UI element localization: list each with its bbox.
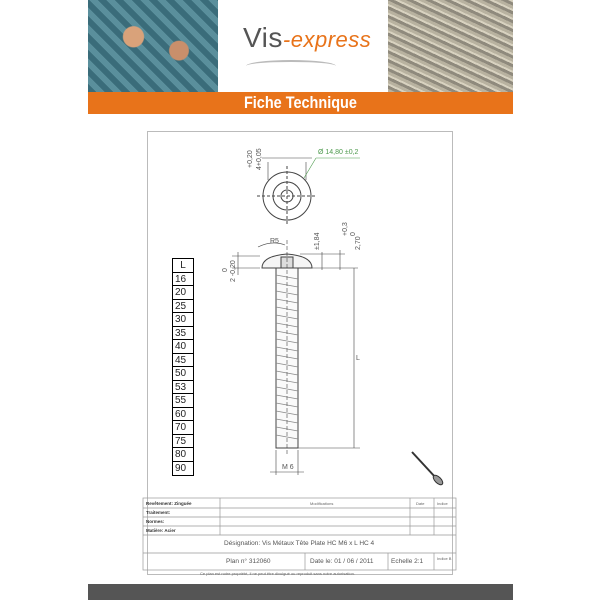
length-row: 70 (173, 421, 193, 435)
dim-plus: +0,3 (342, 222, 349, 236)
length-row: 75 (173, 435, 193, 449)
length-row: 40 (173, 340, 193, 354)
dim-length: L (356, 355, 360, 362)
plan-date: Date le: 01 / 06 / 2011 (310, 558, 374, 565)
length-row: 20 (173, 286, 193, 300)
designation: Désignation: Vis Métaux Tête Plate HC M6 x L HC 4 (224, 540, 375, 547)
dim-thread: M 6 (282, 464, 294, 471)
date-header: Date (416, 501, 425, 506)
dim-angle: R5 (270, 238, 279, 245)
screw-thumbnail-icon (412, 452, 444, 486)
top-view (257, 158, 360, 226)
indice-value: Indice B (437, 556, 452, 561)
plan-number: Plan n° 312060 (226, 558, 271, 565)
length-table-header: L (173, 259, 193, 273)
scale: Echelle 2:1 (391, 558, 424, 565)
dim-left-value: 2 -0,20 (230, 260, 237, 282)
dim-head-total: 2,70 (355, 236, 362, 250)
length-row: 45 (173, 354, 193, 368)
normes-label: Normes: (146, 519, 165, 524)
dim-left-zero: 0 (222, 268, 229, 272)
dim-zero: 0 (350, 232, 357, 236)
ownership-note: Ce plan est notre propriété, il ne peut être divulgué ou reproduit sans notre autorisation. (200, 571, 355, 576)
length-row: 25 (173, 300, 193, 314)
length-row: 35 (173, 327, 193, 341)
matiere-label: Matière: Acier (146, 528, 176, 533)
length-row: 30 (173, 313, 193, 327)
dim-top-value: 4+0,05 (256, 148, 263, 170)
revetement-label: Revêtement: Zinguée (146, 501, 192, 506)
modifications-header: Modifications (310, 501, 334, 506)
length-row: 90 (175, 462, 187, 474)
page-title: Fiche Technique (244, 93, 357, 112)
length-row: 60 (173, 408, 193, 422)
dim-top-plus: +0,20 (247, 150, 254, 168)
length-row: 53 (173, 381, 193, 395)
dim-head-height: ±1,84 (314, 232, 321, 250)
brand-suffix: -express (282, 27, 372, 52)
traitement-label: Traitement: (146, 510, 171, 515)
length-row: 55 (173, 394, 193, 408)
length-row: 16 (173, 273, 193, 287)
dim-diameter: Ø 14,80 ±0,2 (318, 149, 359, 156)
side-view (232, 240, 360, 475)
indice-header: Indice (437, 501, 448, 506)
length-row: 50 (173, 367, 193, 381)
brand-main: Vis (243, 22, 283, 53)
length-row: 80 (173, 448, 193, 462)
length-table (172, 258, 194, 476)
